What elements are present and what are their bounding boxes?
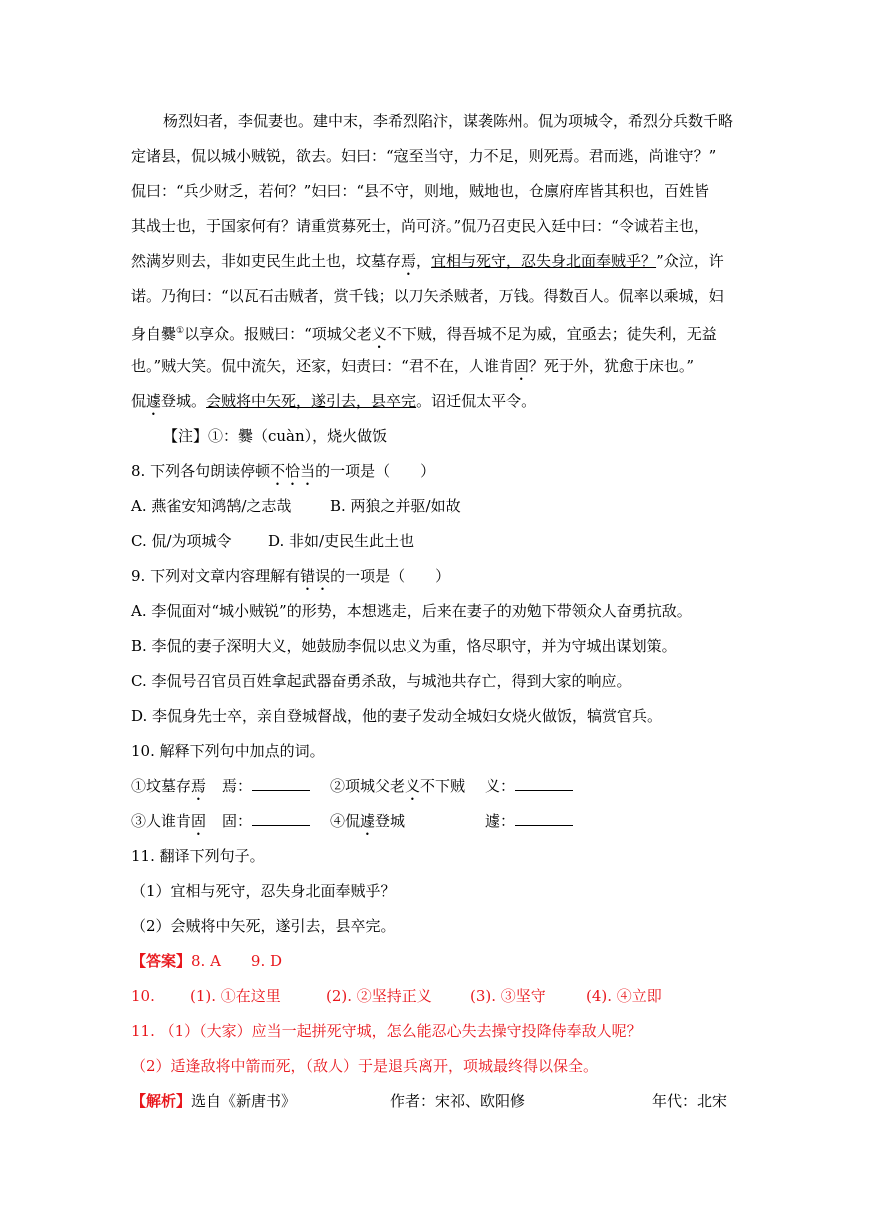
dotted-word: 遽 (146, 392, 162, 410)
passage-text: ”众泣，许 (656, 252, 724, 270)
passage-text: ， (416, 252, 432, 270)
item-text: 登城 (375, 812, 406, 830)
passage-text: 以享众。报贼曰：“项城父老 (184, 325, 372, 343)
item-text: ①坟墓存 (131, 777, 192, 795)
answer-blank[interactable] (252, 776, 310, 791)
passage-text: ？死于外，犹愈于床也。” (528, 357, 695, 375)
question-9-option-c: C. 李侃号召官员百姓拿起武器奋勇杀敌，与城池共存亡，得到大家的响应。 (131, 672, 632, 690)
analysis-era: 年代：北宋 (652, 1092, 728, 1110)
stem-text: 8. 下列各句朗读停顿 (131, 462, 271, 480)
answer-blank[interactable] (252, 811, 310, 826)
passage-text: 然满岁则去，非如吏民生此土也，坟墓存 (131, 252, 402, 270)
answer-tag: 【答案】 (131, 952, 192, 970)
item-text: ④侃 (330, 812, 361, 830)
blank-label: 固： (222, 812, 253, 830)
question-11-stem: 11. 翻译下列句子。 (131, 847, 265, 865)
question-10-stem: 10. 解释下列句中加点的词。 (131, 742, 325, 760)
answer-10-3: (3). ③坚守 (470, 987, 546, 1005)
stem-text: 的一项是（ ） (330, 567, 451, 585)
answer-text: 8. A 9. D (191, 952, 283, 970)
question-8-option-c: C. 侃/为项城令 (131, 532, 232, 550)
analysis-line (131, 1091, 296, 1111)
blank-label: 焉： (222, 777, 253, 795)
passage-line-4: 其战士也，于国家何有？请重赏募死士，尚可济。”侃乃召吏民入廷中曰：“令诚若主也， (131, 217, 709, 235)
question-9-option-b: B. 李侃的妻子深明大义，她鼓励李侃以忠义为重，恪尽职守，并为守城出谋划策。 (131, 637, 677, 655)
passage-line-8 (131, 356, 694, 384)
dotted-word: 义 (371, 325, 387, 343)
passage-line-9 (131, 391, 536, 419)
question-10-item-4 (330, 811, 405, 839)
question-10-blank-1 (222, 776, 310, 796)
question-9-option-d: D. 李侃身先士卒，亲自登城督战，他的妻子发动全城妇女烧火做饭，犒赏官兵。 (131, 707, 663, 725)
question-9-stem (131, 566, 450, 594)
dotted-word: 义 (405, 777, 421, 795)
item-text: 不下贼 (420, 777, 466, 795)
question-11-sentence-1: （1）宜相与死守，忍失身北面奉贼乎？ (131, 882, 396, 900)
answer-blank[interactable] (515, 811, 573, 826)
passage-line-6: 诺。乃徇曰：“以瓦石击贼者，赏千钱；以刀矢杀贼者，万钱。得数百人。侃率以乘城，妇 (131, 287, 724, 305)
question-10-blank-4 (485, 811, 573, 831)
dotted-word: 不恰当 (270, 462, 316, 480)
dotted-word: 固 (191, 812, 207, 830)
item-text: ②项城父老 (330, 777, 406, 795)
answer-line-1 (131, 951, 282, 971)
analysis-source: 选自《新唐书》 (191, 1092, 297, 1110)
question-10-item-3 (131, 811, 206, 839)
answer-blank[interactable] (515, 776, 573, 791)
passage-text: 身自爨 (131, 325, 177, 343)
passage-text: 登城。 (161, 392, 207, 410)
stem-text: 9. 下列对文章内容理解有 (131, 567, 301, 585)
passage-line-1: 杨烈妇者，李侃妻也。建中末，李希烈陷汴，谋袭陈州。侃为项城令，希烈分兵数千略 (163, 112, 734, 130)
question-10-item-2 (330, 776, 465, 804)
passage-text: 侃 (131, 392, 147, 410)
dotted-word: 错误 (300, 567, 331, 585)
question-9-option-a: A. 李侃面对“城小贼锐”的形势，本想逃走，后来在妻子的劝勉下带领众人奋勇抗敌。 (131, 602, 692, 620)
passage-line-2: 定诸县，侃以城小贼锐，欲去。妇曰：“寇至当守，力不足，则死焉。君而逃，尚谁守？” (131, 147, 717, 165)
footnote: 【注】①：爨（cuàn），烧火做饭 (163, 427, 388, 445)
footnote-marker: ① (176, 326, 185, 336)
answer-line-3: 11. （1）（大家）应当一起拼死守城，怎么能忍心失去操守投降侍奉敌人呢？ (131, 1022, 642, 1040)
blank-label: 义： (485, 777, 516, 795)
answer-line-4: （2）适逢敌将中箭而死，（敌人）于是退兵离开，项城最终得以保全。 (131, 1057, 599, 1075)
answer-10-4: (4). ④立即 (586, 987, 662, 1005)
analysis-tag: 【解析】 (131, 1092, 192, 1110)
stem-text: 的一项是（ ） (315, 462, 436, 480)
question-10-blank-2 (485, 776, 573, 796)
dotted-word: 遽 (360, 812, 376, 830)
passage-text: 不下贼，得吾城不足为威，宜亟去；徒失利，无益 (386, 325, 717, 343)
dotted-word: 焉 (401, 252, 417, 270)
question-10-blank-3 (222, 811, 310, 831)
passage-line-5 (131, 251, 724, 279)
passage-text: 。诏迁侃太平令。 (416, 392, 537, 410)
blank-label: 遽： (485, 812, 516, 830)
question-10-item-1 (131, 776, 206, 804)
question-8-option-b: B. 两狼之并驱/如故 (330, 497, 461, 515)
passage-line-3: 侃曰：“兵少财乏，若何？”妇曰：“县不守，则地，贼地也，仓廪府库皆其积也，百姓皆 (131, 182, 710, 200)
answer-10-2: (2). ②坚持正义 (326, 987, 432, 1005)
answer-10-1: (1). ①在这里 (190, 987, 281, 1005)
dotted-word: 固 (513, 357, 529, 375)
underlined-sentence: 宜相与死守，忍失身北面奉贼乎？ (431, 252, 657, 270)
question-8-option-d: D. 非如/吏民生此土也 (268, 532, 415, 550)
passage-line-7 (131, 321, 717, 352)
answer-line-2-number: 10. (131, 987, 155, 1005)
item-text: ③人谁肯 (131, 812, 192, 830)
question-11-sentence-2: （2）会贼将中矢死，遂引去，县卒完。 (131, 917, 396, 935)
question-8-stem (131, 461, 435, 489)
question-8-option-a: A. 燕雀安知鸿鹄/之志哉 (131, 497, 292, 515)
analysis-author: 作者：宋祁、欧阳修 (390, 1092, 526, 1110)
dotted-word: 焉 (191, 777, 207, 795)
passage-text: 也。”贼大笑。侃中流矢，还家，妇责曰：“君不在，人谁肯 (131, 357, 514, 375)
underlined-sentence: 会贼将中矢死，遂引去，县卒完 (206, 392, 417, 410)
